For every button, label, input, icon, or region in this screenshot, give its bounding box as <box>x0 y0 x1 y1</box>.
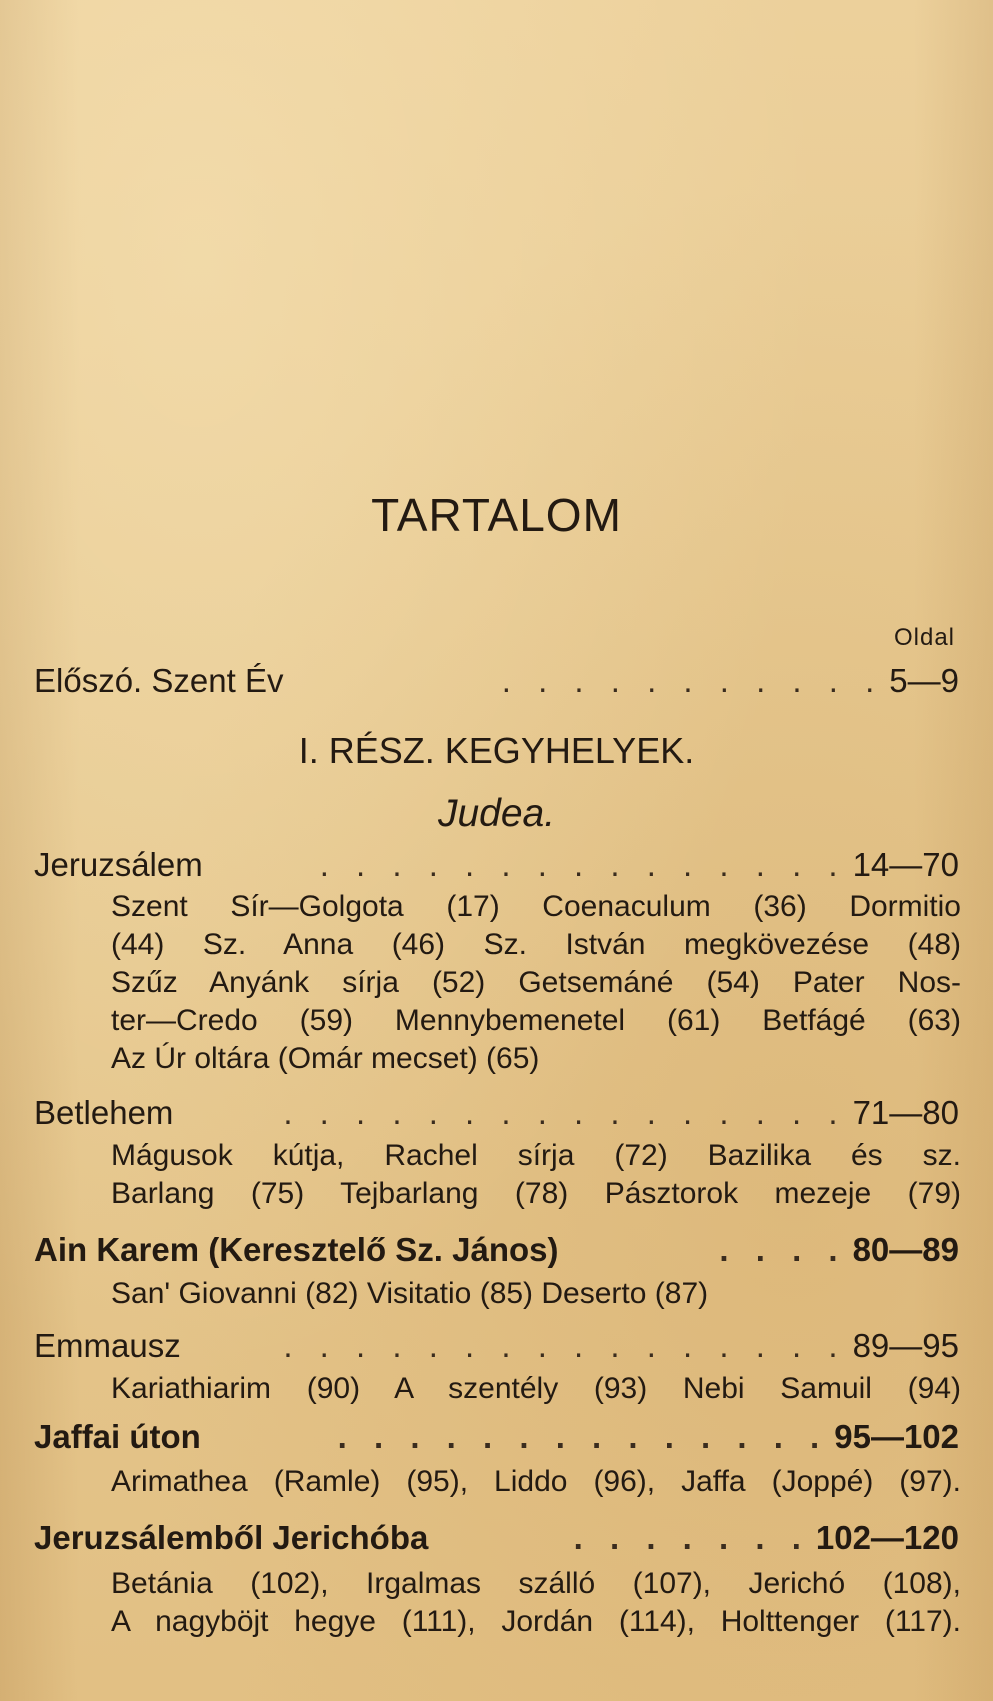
dot-leader: . . . . . . . . . . . . . . <box>337 1418 829 1455</box>
detail-line: (44) Sz. Anna (46) Sz. István megkövezése (48) <box>111 928 961 961</box>
entry-name: Jeruzsálem <box>34 846 203 883</box>
detail-line: Szűz Anyánk sírja (52) Getsemáné (54) Pater Nos- <box>111 966 961 999</box>
entry-name: Ain Karem (Keresztelő Sz. János) <box>34 1231 559 1268</box>
dot-leader: . . . . . . . . . . . <box>501 662 884 699</box>
entry-pages: 89—95 <box>852 1327 959 1364</box>
entry-pages: 14—70 <box>852 846 959 883</box>
toc-entry <box>34 1519 959 1557</box>
entry-name: Emmausz <box>34 1327 181 1364</box>
detail-line: Mágusok kútja, Rachel sírja (72) Bazilika és sz. <box>111 1139 961 1172</box>
entry-pages: 80—89 <box>852 1231 959 1268</box>
detail-line: ter—Credo (59) Mennybemenetel (61) Betfágé (63) <box>111 1004 961 1037</box>
detail-line: San' Giovanni (82) Visitatio (85) Deserto (87) <box>111 1277 709 1310</box>
dot-leader: . . . . . . . . . . . . . . . . <box>283 1327 847 1364</box>
entry-pages: 5—9 <box>889 662 959 699</box>
detail-line: Barlang (75) Tejbarlang (78) Pásztorok mezeje (79) <box>111 1177 961 1210</box>
toc-entry <box>34 1094 959 1132</box>
toc-entry <box>34 1327 959 1365</box>
dot-leader: . . . . . . . . . . . . . . . . <box>283 1094 847 1131</box>
entry-name: Betlehem <box>34 1094 174 1131</box>
entry-details <box>111 1137 961 1213</box>
detail-line: Arimathea (Ramle) (95), Liddo (96), Jaffa (Joppé) (97). <box>111 1465 961 1498</box>
toc-entry <box>34 1231 959 1269</box>
dot-leader: . . . . . . . <box>573 1519 810 1556</box>
entry-details <box>111 1275 961 1313</box>
toc-entry <box>34 846 959 884</box>
entry-pages: 71—80 <box>852 1094 959 1131</box>
detail-line: A nagyböjt hegye (111), Jordán (114), Holttenger (117). <box>111 1605 961 1638</box>
detail-line: Szent Sír—Golgota (17) Coenaculum (36) Dormitio <box>111 890 961 923</box>
entry-details <box>111 1463 961 1501</box>
dot-leader: . . . . . . . . . . . . . . . <box>319 846 847 883</box>
entry-pages: 102—120 <box>815 1519 959 1556</box>
detail-line: Az Úr oltára (Omár mecset) (65) <box>111 1042 540 1075</box>
page-column-label: Oldal <box>893 624 955 651</box>
page-title: TARTALOM <box>371 489 622 541</box>
entry-details <box>111 1565 961 1641</box>
toc-entry-preface <box>34 662 959 700</box>
detail-line: Betánia (102), Irgalmas szálló (107), Jerichó (108), <box>111 1567 961 1600</box>
entry-name: Jaffai úton <box>34 1418 201 1455</box>
entry-pages: 95—102 <box>834 1418 959 1455</box>
entry-name: Jeruzsálemből Jerichóba <box>34 1519 429 1556</box>
dot-leader: . . . . <box>719 1231 847 1268</box>
region-title: Judea. <box>437 792 556 835</box>
toc-entry <box>34 1418 959 1456</box>
entry-details <box>111 1370 961 1408</box>
entry-details <box>111 888 961 1078</box>
detail-line: Kariathiarim (90) A szentély (93) Nebi Samuil (94) <box>111 1372 961 1405</box>
part-title: I. RÉSZ. KEGYHELYEK. <box>298 730 695 771</box>
entry-name: Előszó. Szent Év <box>34 662 284 699</box>
